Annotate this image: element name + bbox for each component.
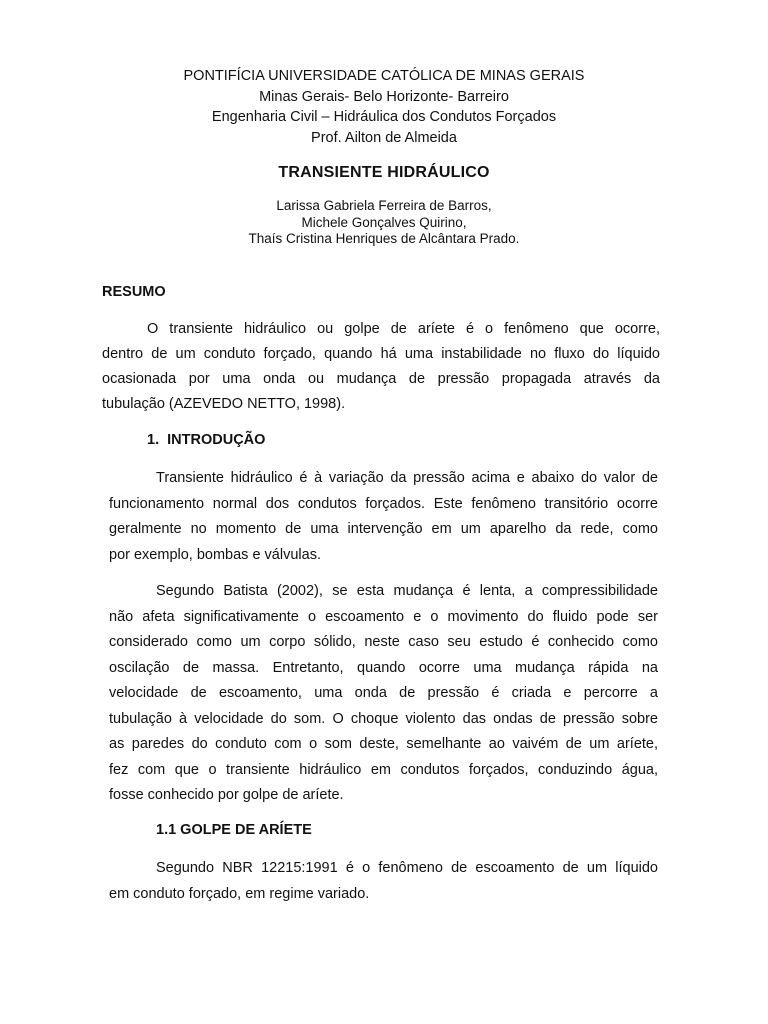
author-list [0,198,768,248]
document-header [0,66,768,148]
golpe-paragraph [109,859,658,910]
text-line: considerado como um corpo sólido, neste caso seu estudo é conhecido como [109,634,658,650]
text-line: fez com que o transiente hidráulico em condutos forçados, conduzindo água, [109,761,658,778]
author-name: Larissa Gabriela Ferreira de Barros, [276,198,492,213]
campus-line: Minas Gerais- Belo Horizonte- Barreiro [259,88,509,105]
text-line: tubulação (AZEVEDO NETTO, 1998). [102,396,346,412]
university-name: PONTIFÍCIA UNIVERSIDADE CATÓLICA DE MINAS GERAIS [183,68,585,84]
text-line: por exemplo, bombas e válvulas. [109,546,321,563]
text-line: oscilação de massa. Entretanto, quando ocorre uma mudança rápida na [109,659,658,676]
author-name: Michele Gonçalves Quirino, [301,214,467,230]
text-line: Segundo NBR 12215:1991 é o fenômeno de escoamento de um líquido [156,860,658,876]
text-line: tubulação à velocidade do som. O choque violento das ondas de pressão sobre [109,710,658,727]
text-line: dentro de um conduto forçado, quando há uma instabilidade no fluxo do líquido [102,346,660,362]
text-line: as paredes do conduto com o som deste, semelhante ao vaivém de um aríete, [109,736,658,752]
section-heading-resumo: RESUMO [102,284,166,300]
resumo-paragraph [102,320,660,420]
text-line: ocasionada por uma onda ou mudança de pressão propagada através da [102,371,660,387]
professor-line: Prof. Ailton de Almeida [311,129,457,146]
introducao-paragraph-2 [109,582,658,812]
section-heading-introducao: 1. INTRODUÇÃO [147,432,266,448]
text-line: geralmente no momento de uma intervenção em um aparelho da rede, como [109,521,658,537]
text-line: O transiente hidráulico ou golpe de aríete é o fenômeno que ocorre, [147,321,660,337]
course-line: Engenharia Civil – Hidráulica dos Condutos Forçados [211,109,557,125]
text-line: fosse conhecido por golpe de aríete. [109,787,344,803]
text-line: não afeta significativamente o escoamento e o movimento do fluido pode ser [109,608,658,625]
text-line: funcionamento normal dos condutos forçados. Este fenômeno transitório ocorre [109,495,658,512]
text-line: em conduto forçado, em regime variado. [109,885,370,902]
text-line: Transiente hidráulico é à variação da pressão acima e abaixo do valor de [156,470,658,486]
document-title: TRANSIENTE HIDRÁULICO [278,164,490,181]
introducao-paragraph-1 [109,469,658,571]
text-line: velocidade de escoamento, uma onda de pressão é criada e percorre a [109,685,658,701]
text-line: Segundo Batista (2002), se esta mudança é lenta, a compressibilidade [156,583,658,599]
author-name: Thaís Cristina Henriques de Alcântara Prado. [248,231,520,246]
section-heading-golpe: 1.1 GOLPE DE ARÍETE [156,822,312,838]
